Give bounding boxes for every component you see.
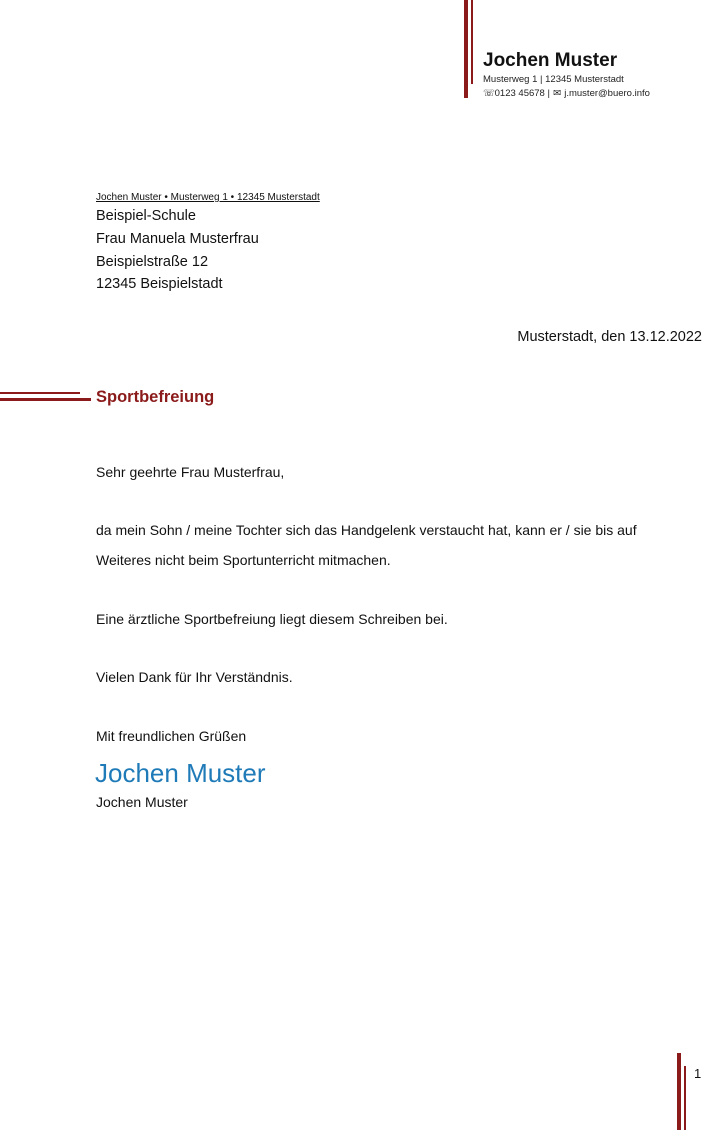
header-bar-thin <box>471 0 473 84</box>
body-para-3: Vielen Dank für Ihr Verständnis. <box>96 669 293 685</box>
body-para-2: Eine ärztliche Sportbefreiung liegt diesem Schreiben bei. <box>96 611 448 627</box>
body-para-1-line-2: Weiteres nicht beim Sportunterricht mitmachen. <box>96 552 391 568</box>
closing: Mit freundlichen Grüßen <box>96 728 247 744</box>
subject-rule-thick <box>0 398 91 401</box>
header-separator: | <box>547 88 550 99</box>
salutation: Sehr geehrte Frau Musterfrau, <box>96 464 285 480</box>
header-contact <box>483 88 650 99</box>
header-email: j.muster@buero.info <box>564 88 650 99</box>
header-bar-thick <box>464 0 468 98</box>
recipient-line-4: 12345 Beispielstadt <box>96 276 223 292</box>
page-number: 1 <box>694 1066 702 1081</box>
footer-bar-thin <box>684 1066 686 1130</box>
footer-bar-thick <box>677 1053 681 1130</box>
signature-printed: Jochen Muster <box>96 794 188 810</box>
sender-line: Jochen Muster • Musterweg 1 • 12345 Musterstadt <box>96 192 320 203</box>
recipient-line-3: Beispielstraße 12 <box>96 254 209 270</box>
header-address: Musterweg 1 | 12345 Musterstadt <box>483 74 624 85</box>
phone-icon: ☏ <box>483 88 495 99</box>
recipient-line-1: Beispiel-Schule <box>96 208 196 224</box>
header-phone: 0123 45678 <box>494 88 545 99</box>
envelope-icon: ✉ <box>553 88 562 99</box>
letter-date: Musterstadt, den 13.12.2022 <box>517 329 702 345</box>
body-para-1-line-1: da mein Sohn / meine Tochter sich das Handgelenk verstaucht hat, kann er / sie bis auf <box>96 522 637 538</box>
header-name: Jochen Muster <box>483 50 618 71</box>
recipient-line-2: Frau Manuela Musterfrau <box>96 231 259 247</box>
subject-title: Sportbefreiung <box>96 388 215 406</box>
signature-script: Jochen Muster <box>95 758 266 788</box>
subject-rule-thin <box>0 392 80 394</box>
